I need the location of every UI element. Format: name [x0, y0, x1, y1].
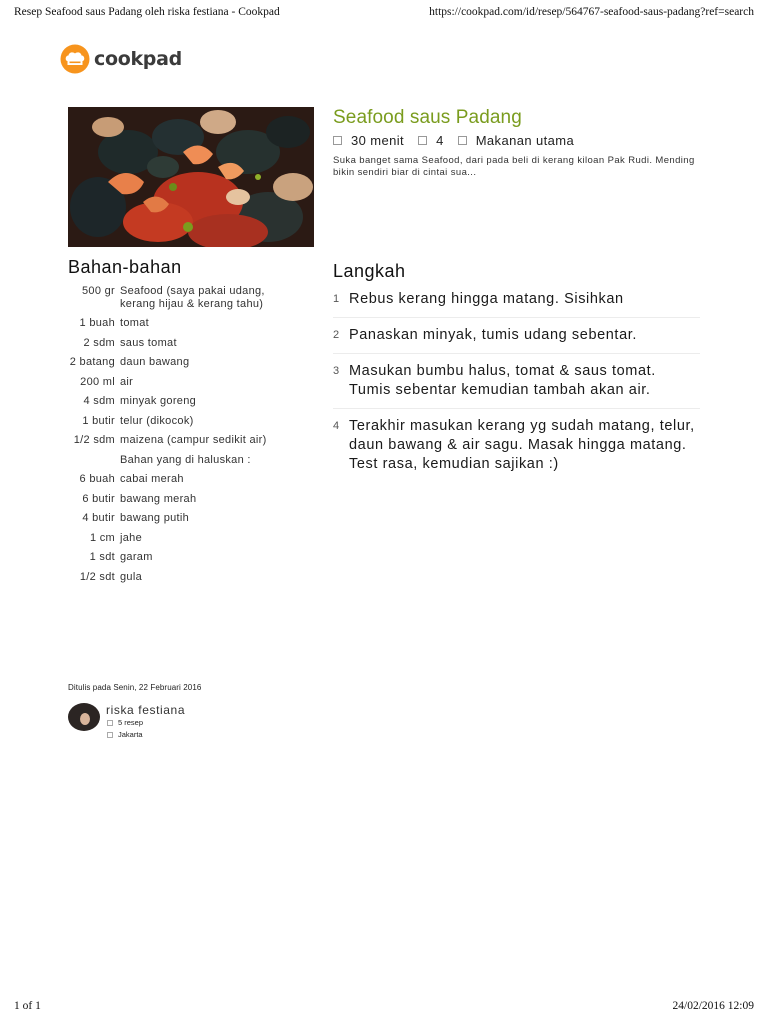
ingredient-qty: 1 cm [89, 531, 115, 544]
cook-time-value: 30 menit [351, 133, 405, 148]
category [458, 133, 574, 148]
ingredient-row [68, 571, 278, 584]
ingredient-name: bawang putih [120, 512, 190, 524]
step-text: Rebus kerang hingga matang. Sisihkan [349, 291, 624, 307]
ingredient-name: maizena (campur sedikit air) [120, 434, 267, 446]
author-location [107, 729, 185, 741]
ingredient-qty: 6 butir [82, 492, 115, 505]
ingredient-qty: 200 ml [80, 375, 115, 388]
print-datetime: 24/02/2016 12:09 [672, 1000, 754, 1012]
chef-hat-icon [60, 44, 90, 74]
step-item [333, 326, 700, 354]
steps-list [333, 290, 700, 490]
ingredient-qty: 1 sdt [89, 551, 115, 563]
ingredient-name: Seafood (saya pakai udang, kerang hijau & kerang tahu) [120, 285, 265, 310]
ingredient-qty: 2 sdm [83, 336, 115, 349]
print-page-url: https://cookpad.com/id/resep/564767-seafood-saus-padang?ref=search [429, 6, 754, 18]
ingredient-qty: 1/2 sdt [79, 570, 115, 583]
ingredient-name: daun bawang [120, 356, 190, 368]
servings-value: 4 [436, 133, 444, 148]
step-text: Masukan bumbu halus, tomat & saus tomat. Tumis sebentar kemudian tambah akan air. [349, 363, 656, 398]
recipe-book-icon [107, 720, 113, 726]
step-text: Terakhir masukan kerang yg sudah matang, telur, daun bawang & air sagu. Masak hingga matang. Test rasa, kemudian sajikan :) [349, 418, 695, 472]
ingredient-row [68, 285, 278, 310]
ingredient-row [68, 415, 278, 428]
recipe-photo [68, 107, 314, 247]
ingredient-qty [68, 454, 115, 467]
ingredient-row [68, 434, 278, 447]
ingredient-name: minyak goreng [120, 395, 197, 407]
recipe-meta [333, 133, 588, 148]
ingredient-name: gula [120, 570, 142, 583]
location-pin-icon [107, 732, 113, 738]
step-item [333, 417, 700, 482]
step-number: 2 [333, 329, 340, 341]
ingredient-row [68, 473, 278, 486]
step-text: Panaskan minyak, tumis udang sebentar. [349, 327, 637, 343]
ingredient-name: telur (dikocok) [120, 414, 194, 427]
ingredient-qty: 6 buah [79, 473, 115, 485]
ingredient-row [68, 532, 278, 545]
print-header [14, 6, 754, 22]
avatar[interactable] [68, 703, 100, 731]
ingredient-qty: 500 gr [82, 285, 115, 297]
ingredient-name: air [120, 375, 134, 388]
recipe-description: Suka banget sama Seafood, dari pada beli di kerang kiloan Pak Rudi. Mending bikin sendiri biar di cintai sua... [333, 155, 695, 178]
author-location-text: Jakarta [118, 730, 143, 739]
avatar-face [80, 713, 90, 725]
ingredients-list [68, 285, 278, 590]
ingredient-row [68, 493, 278, 506]
author-name[interactable]: riska festiana [106, 703, 186, 717]
ingredient-qty: 1/2 sdm [73, 434, 115, 446]
ingredient-row [68, 551, 278, 564]
step-item [333, 290, 700, 318]
category-icon [458, 136, 467, 145]
ingredient-qty: 4 butir [82, 512, 115, 524]
author-recipes [107, 717, 185, 729]
ingredient-name: cabai merah [120, 473, 184, 485]
step-number: 3 [333, 365, 340, 377]
ingredient-name: jahe [120, 531, 142, 544]
step-number: 4 [333, 420, 340, 432]
recipe-title: Seafood saus Padang [333, 107, 522, 128]
page-counter: 1 of 1 [14, 1000, 41, 1012]
servings [418, 133, 444, 148]
logo-wordmark: cookpad [94, 48, 182, 70]
ingredient-name: saus tomat [120, 336, 177, 349]
ingredient-subheading: Bahan yang di haluskan : [120, 453, 251, 466]
ingredient-name: tomat [120, 317, 150, 329]
step-number: 1 [333, 293, 340, 305]
ingredient-row [68, 337, 278, 350]
print-footer [14, 1000, 754, 1016]
cook-time [333, 133, 404, 148]
ingredient-row [68, 317, 278, 330]
published-date: Ditulis pada Senin, 22 Februari 2016 [68, 683, 202, 692]
ingredient-name: bawang merah [120, 492, 197, 505]
steps-heading: Langkah [333, 261, 406, 281]
author-info [106, 703, 185, 741]
step-item [333, 362, 700, 409]
clock-icon [333, 136, 342, 145]
ingredient-row [68, 395, 278, 408]
ingredient-qty: 1 buah [79, 317, 115, 329]
ingredient-qty: 2 batang [69, 356, 115, 368]
servings-icon [418, 136, 427, 145]
ingredient-row [68, 512, 278, 525]
author-card[interactable] [68, 703, 185, 741]
ingredients-heading: Bahan-bahan [68, 257, 182, 277]
cookpad-logo[interactable] [60, 44, 182, 74]
author-recipe-count: 5 resep [118, 718, 144, 727]
category-value: Makanan utama [475, 133, 575, 148]
ingredient-qty: 1 butir [82, 414, 115, 427]
ingredient-qty: 4 sdm [83, 395, 115, 407]
ingredient-name: garam [120, 551, 153, 563]
print-page-title: Resep Seafood saus Padang oleh riska festiana - Cookpad [14, 6, 280, 18]
ingredient-row [68, 376, 278, 389]
ingredient-subheading-row [68, 454, 278, 467]
ingredient-row [68, 356, 278, 369]
